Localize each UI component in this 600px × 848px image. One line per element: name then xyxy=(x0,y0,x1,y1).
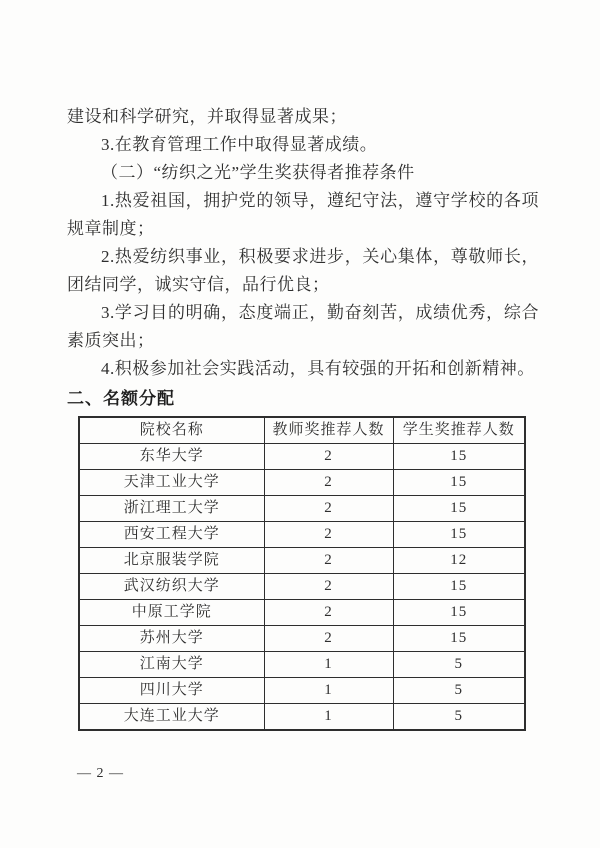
cell-institution: 中原工学院 xyxy=(79,600,264,626)
col-header-student-award-count: 学生奖推荐人数 xyxy=(393,417,525,444)
cell-student-count: 15 xyxy=(393,470,525,496)
cell-student-count: 12 xyxy=(393,548,525,574)
cell-teacher-count: 1 xyxy=(264,704,393,731)
cell-student-count: 15 xyxy=(393,496,525,522)
table-row xyxy=(79,678,525,704)
paragraph-condition-1: 1.热爱祖国，拥护党的领导，遵纪守法，遵守学校的各项规章制度； xyxy=(67,191,539,238)
paragraph-condition-2: 2.热爱纺织事业，积极要求进步，关心集体，尊敬师长，团结同学，诚实守信，品行优良； xyxy=(67,247,539,294)
cell-institution: 大连工业大学 xyxy=(79,704,264,731)
table-row xyxy=(79,574,525,600)
cell-teacher-count: 1 xyxy=(264,652,393,678)
cell-teacher-count: 2 xyxy=(264,626,393,652)
cell-teacher-count: 2 xyxy=(264,600,393,626)
table-row xyxy=(79,600,525,626)
cell-institution: 西安工程大学 xyxy=(79,522,264,548)
table-row xyxy=(79,470,525,496)
paragraph-item-3: 3.在教育管理工作中取得显著成绩。 xyxy=(101,135,378,154)
cell-teacher-count: 2 xyxy=(264,496,393,522)
cell-student-count: 5 xyxy=(393,652,525,678)
quota-allocation-table xyxy=(78,416,526,731)
cell-teacher-count: 2 xyxy=(264,548,393,574)
paragraph-subsection-2-heading: （二）“纺织之光”学生奖获得者推荐条件 xyxy=(101,163,415,182)
table-row xyxy=(79,652,525,678)
table-row xyxy=(79,522,525,548)
cell-student-count: 15 xyxy=(393,600,525,626)
cell-student-count: 15 xyxy=(393,522,525,548)
cell-institution: 武汉纺织大学 xyxy=(79,574,264,600)
cell-teacher-count: 1 xyxy=(264,678,393,704)
cell-institution: 东华大学 xyxy=(79,444,264,470)
cell-teacher-count: 2 xyxy=(264,522,393,548)
table-row xyxy=(79,548,525,574)
cell-teacher-count: 2 xyxy=(264,470,393,496)
cell-institution: 浙江理工大学 xyxy=(79,496,264,522)
cell-institution: 天津工业大学 xyxy=(79,470,264,496)
paragraph-condition-3: 3.学习目的明确，态度端正，勤奋刻苦，成绩优秀，综合素质突出； xyxy=(67,303,539,350)
table-header-row xyxy=(79,417,525,444)
cell-institution: 苏州大学 xyxy=(79,626,264,652)
cell-student-count: 5 xyxy=(393,678,525,704)
table-row xyxy=(79,626,525,652)
page-number: — 2 — xyxy=(77,766,124,781)
section-heading-quota-allocation: 二、名额分配 xyxy=(67,389,175,408)
table-row xyxy=(79,444,525,470)
cell-student-count: 15 xyxy=(393,626,525,652)
cell-institution: 四川大学 xyxy=(79,678,264,704)
cell-teacher-count: 2 xyxy=(264,444,393,470)
table-row xyxy=(79,496,525,522)
cell-student-count: 5 xyxy=(393,704,525,731)
cell-institution: 北京服装学院 xyxy=(79,548,264,574)
paragraph-continuation: 建设和科学研究，并取得显著成果； xyxy=(67,107,347,126)
cell-student-count: 15 xyxy=(393,574,525,600)
col-header-institution: 院校名称 xyxy=(79,417,264,444)
paragraph-condition-4: 4.积极参加社会实践活动，具有较强的开拓和创新精神。 xyxy=(101,359,535,378)
cell-teacher-count: 2 xyxy=(264,574,393,600)
table-row xyxy=(79,704,525,731)
body-text xyxy=(67,103,539,413)
cell-institution: 江南大学 xyxy=(79,652,264,678)
col-header-teacher-award-count: 教师奖推荐人数 xyxy=(264,417,393,444)
cell-student-count: 15 xyxy=(393,444,525,470)
